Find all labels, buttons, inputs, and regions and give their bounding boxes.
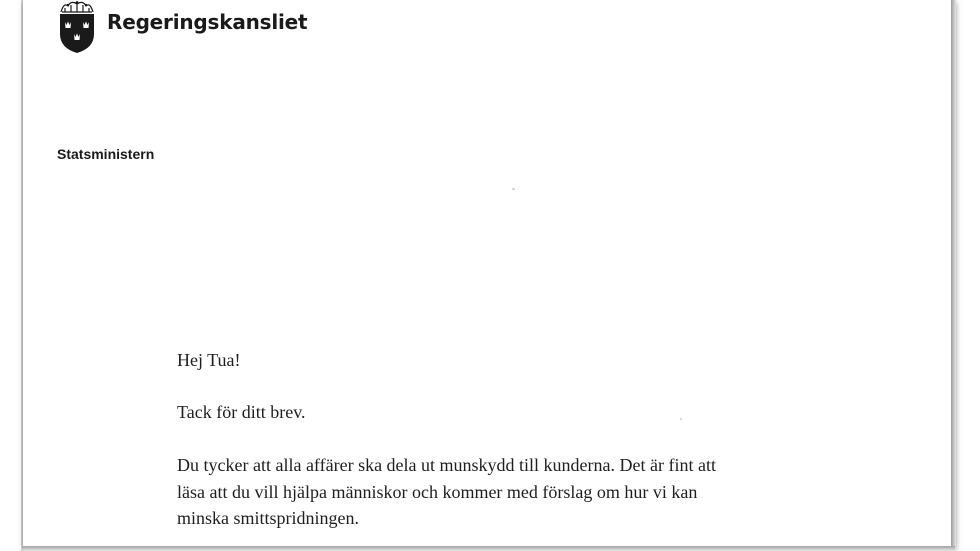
letter-paragraph: [177, 452, 817, 532]
paragraph-line: läsa att du vill hjälpa människor och kommer med förslag om hur vi kan: [177, 481, 698, 502]
paper-edge-bottom: [23, 546, 955, 551]
department-label: Statsministern: [57, 146, 155, 162]
paragraph-line: Du tycker att alla affärer ska dela ut munskydd till kunderna. Det är fint att: [177, 455, 716, 475]
letter-thanks: Tack för ditt brev.: [177, 402, 306, 422]
three-crowns-shield-icon: [58, 0, 96, 54]
paper-edge-right: [951, 0, 956, 551]
letter-greeting: Hej Tua!: [177, 350, 241, 370]
paragraph-line: minska smittspridningen.: [177, 508, 359, 528]
scan-speck: [680, 418, 682, 420]
org-name: Regeringskansliet: [107, 10, 308, 34]
scan-speck: [512, 188, 515, 190]
